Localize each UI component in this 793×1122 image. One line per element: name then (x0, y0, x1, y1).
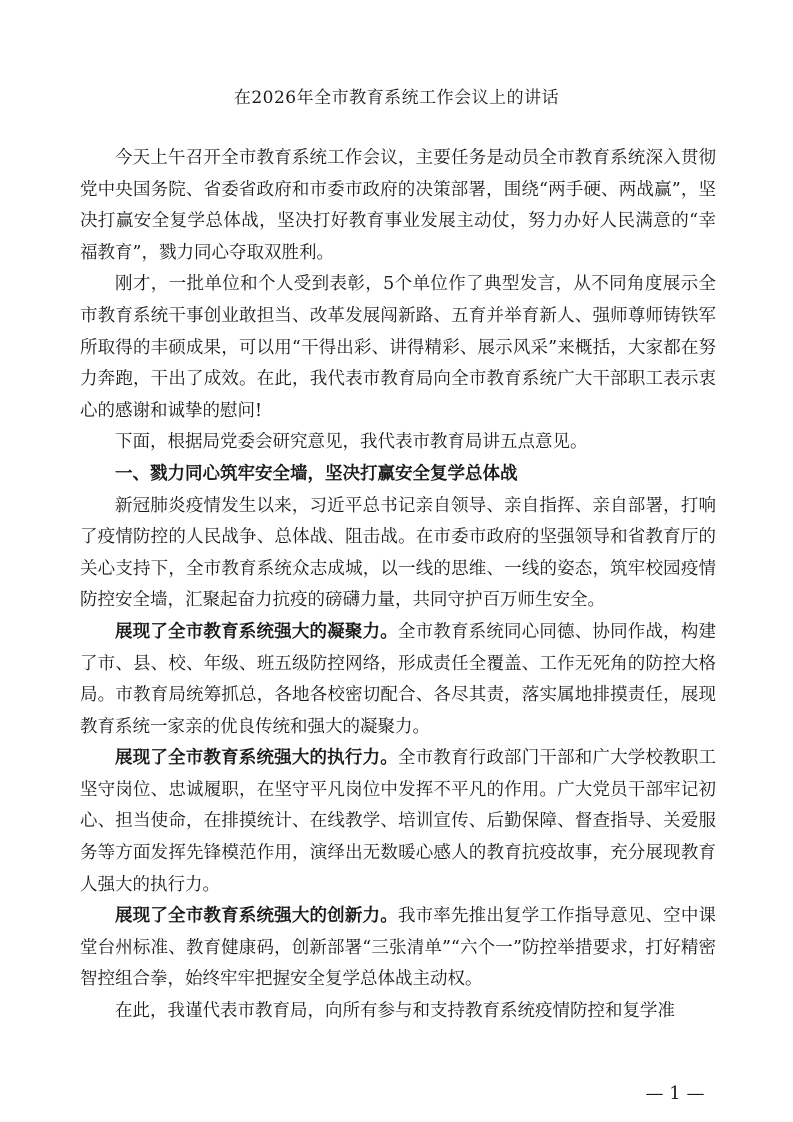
document-body (80, 143, 716, 1028)
paragraph-epidemic: 新冠肺炎疫情发生以来，习近平总书记亲自领导、亲自指挥、亲自部署，打响了疫情防控的人民战争、总体战、阻击战。在市委市政府的坚强领导和省教育厅的关心支持下，全市教育系统众志成城，以一线的思维、一线的姿态，筑牢校园疫情防控安全墙，汇聚起奋力抗疫的磅礴力量，共同守护百万师生安全。 (80, 495, 716, 611)
lead-cohesion: 展现了全市教育系统强大的凝聚力。 (115, 621, 398, 642)
paragraph-closing: 在此，我谨代表市教育局，向所有参与和支持教育系统疫情防控和复学准 (115, 1001, 675, 1022)
page-number: — 1 — (645, 1083, 705, 1104)
document-title: 在2026年全市教育系统工作会议上的讲话 (233, 88, 560, 108)
lead-innovation: 展现了全市教育系统强大的创新力。 (115, 906, 398, 927)
paragraph-outline: 下面，根据局党委会研究意见，我代表市教育局讲五点意见。 (115, 432, 588, 453)
paragraph-commendation: 刚才，一批单位和个人受到表彰，5个单位作了典型发言，从不同角度展示全市教育系统干事创业敢担当、改革发展闯新路、五育并举育新人、强师尊师铸铁军所取得的丰硕成果，可以用“干得出彩、讲得精彩、展示风采”来概括，大家都在努力奔跑，干出了成效。在此，我代表市教育局向全市教育系统广大干部职工表示衷心的感谢和诚挚的慰问! (80, 274, 716, 421)
paragraph-innovation (80, 901, 716, 996)
paragraph-cohesion (80, 617, 716, 743)
paragraph-intro: 今天上午召开全市教育系统工作会议，主要任务是动员全市教育系统深入贯彻党中央国务院、省委省政府和市委市政府的决策部署，围绕“两手硬、两战赢”，坚决打赢安全复学总体战，坚决打好教育事业发展主动仗，努力办好人民满意的“幸福教育”，戮力同心夺取双胜利。 (80, 148, 716, 263)
text-cohesion: 全市教育系统同心同德、协同作战，构建了市、县、校、年级、班五级防控网络，形成责任全覆盖、工作无死角的防控大格局。市教育局统筹抓总，各地各校密切配合、各尽其责，落实属地排摸责任，展现教育系统一家亲的优良传统和强大的凝聚力。 (80, 621, 717, 737)
section-heading-1: 一、戮力同心筑牢安全墙，坚决打赢安全复学总体战 (115, 463, 518, 484)
lead-execution: 展现了全市教育系统强大的执行力。 (115, 748, 398, 769)
text-innovation: 我市率先推出复学工作指导意见、空中课堂台州标准、教育健康码，创新部署“三张清单”“六个一”防控举措要求，打好精密智控组合拳，始终牢牢把握安全复学总体战主动权。 (80, 906, 717, 990)
paragraph-execution (80, 743, 716, 901)
text-execution: 全市教育行政部门干部和广大学校教职工坚守岗位、忠诚履职，在坚守平凡岗位中发挥不平凡的作用。广大党员干部牢记初心、担当使命，在排摸统计、在线教学、培训宣传、后勤保障、督查指导、关爱服务等方面发挥先锋模范作用，演绎出无数暖心感人的教育抗疫故事，充分展现教育人强大的执行力。 (80, 748, 717, 895)
